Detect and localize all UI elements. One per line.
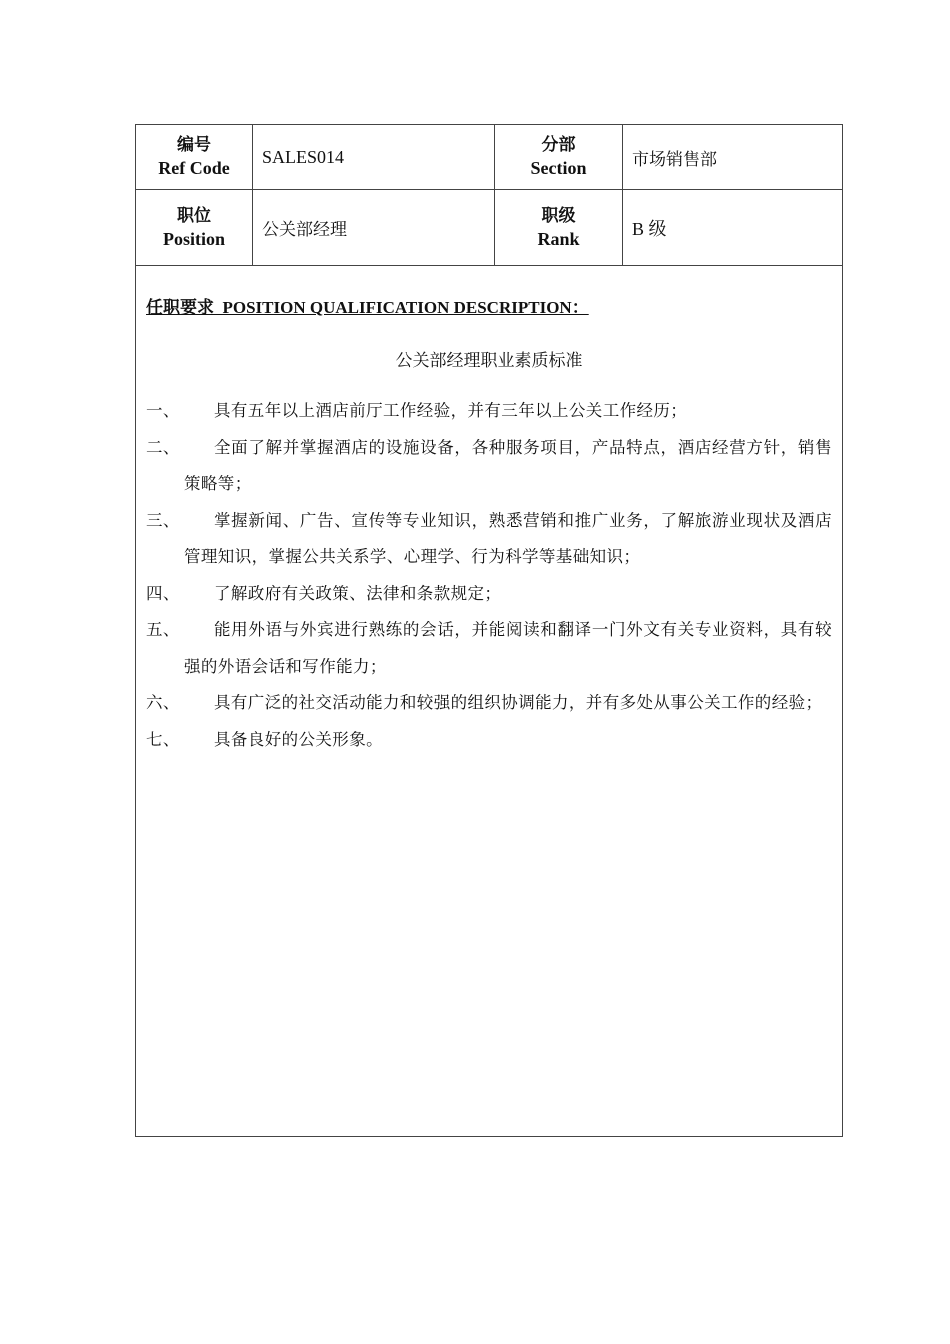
qualification-heading-zh: 任职要求 <box>146 298 214 318</box>
list-item-text: 掌握新闻、广告、宣传等专业知识，熟悉营销和推广业务，了解旅游业现状及酒店管理知识，掌握公共关系学、心理学、行为科学等基础知识； <box>184 510 832 566</box>
ref-code-label <box>136 125 253 189</box>
rank-label-en: Rank <box>537 228 580 249</box>
list-item-text: 具有五年以上酒店前厅工作经验，并有三年以上公关工作经历； <box>214 401 688 420</box>
rank-label-zh: 职级 <box>541 205 576 226</box>
section-label-zh: 分部 <box>541 135 576 155</box>
section-label-en: Section <box>530 158 587 178</box>
section-value: 市场销售部 <box>632 149 717 170</box>
list-item-text: 了解政府有关政策、法律和条款规定； <box>214 583 502 603</box>
list-item <box>146 430 832 503</box>
list-item <box>146 612 832 685</box>
list-item <box>146 503 832 576</box>
list-item-number: 六、 <box>146 693 180 712</box>
subtitle-rest: 职业素质标准 <box>480 351 583 371</box>
list-item-number: 一、 <box>146 401 180 420</box>
list-item <box>146 685 832 722</box>
list-item <box>146 576 832 613</box>
rank-value: B 级 <box>632 218 667 239</box>
qualification-subtitle <box>146 346 832 371</box>
position-label-zh: 职位 <box>177 205 211 226</box>
list-item-text: 具备良好的公关形象。 <box>214 729 383 749</box>
list-item-number: 四、 <box>146 583 180 603</box>
position-label-en: Position <box>162 228 225 249</box>
subtitle-position: 公关部经理 <box>395 351 481 371</box>
qualification-list <box>146 393 832 758</box>
list-item-number: 五、 <box>146 620 180 639</box>
header-row-ref-section <box>136 125 842 190</box>
list-item-number: 二、 <box>146 437 180 457</box>
list-item <box>146 722 832 759</box>
list-item-text: 能用外语与外宾进行熟练的会话，并能阅读和翻译一门外文有关专业资料，具有较强的外语会话和写作能力； <box>184 620 832 676</box>
qualification-heading-en: POSITION QUALIFICATION DESCRIPTION： <box>222 298 589 317</box>
header-row-position-rank <box>136 190 842 266</box>
list-item-text: 全面了解并掌握酒店的设施设备，各种服务项目，产品特点，酒店经营方针，销售策略等； <box>184 437 832 493</box>
position-label <box>136 190 253 265</box>
rank-label <box>495 190 623 265</box>
job-description-form <box>135 124 843 1137</box>
ref-code-label-en: Ref Code <box>158 158 230 178</box>
list-item <box>146 393 832 430</box>
qualification-section <box>136 266 842 758</box>
ref-code-value: SALES014 <box>253 125 495 189</box>
qualification-heading <box>146 293 832 318</box>
ref-code-label-zh: 编号 <box>177 135 211 155</box>
list-item-text: 具有广泛的社交活动能力和较强的组织协调能力，并有多处从事公关工作的经验； <box>214 693 823 712</box>
list-item-number: 七、 <box>146 729 180 749</box>
list-item-number: 三、 <box>146 510 180 530</box>
section-label <box>495 125 623 189</box>
position-value: 公关部经理 <box>253 190 495 265</box>
